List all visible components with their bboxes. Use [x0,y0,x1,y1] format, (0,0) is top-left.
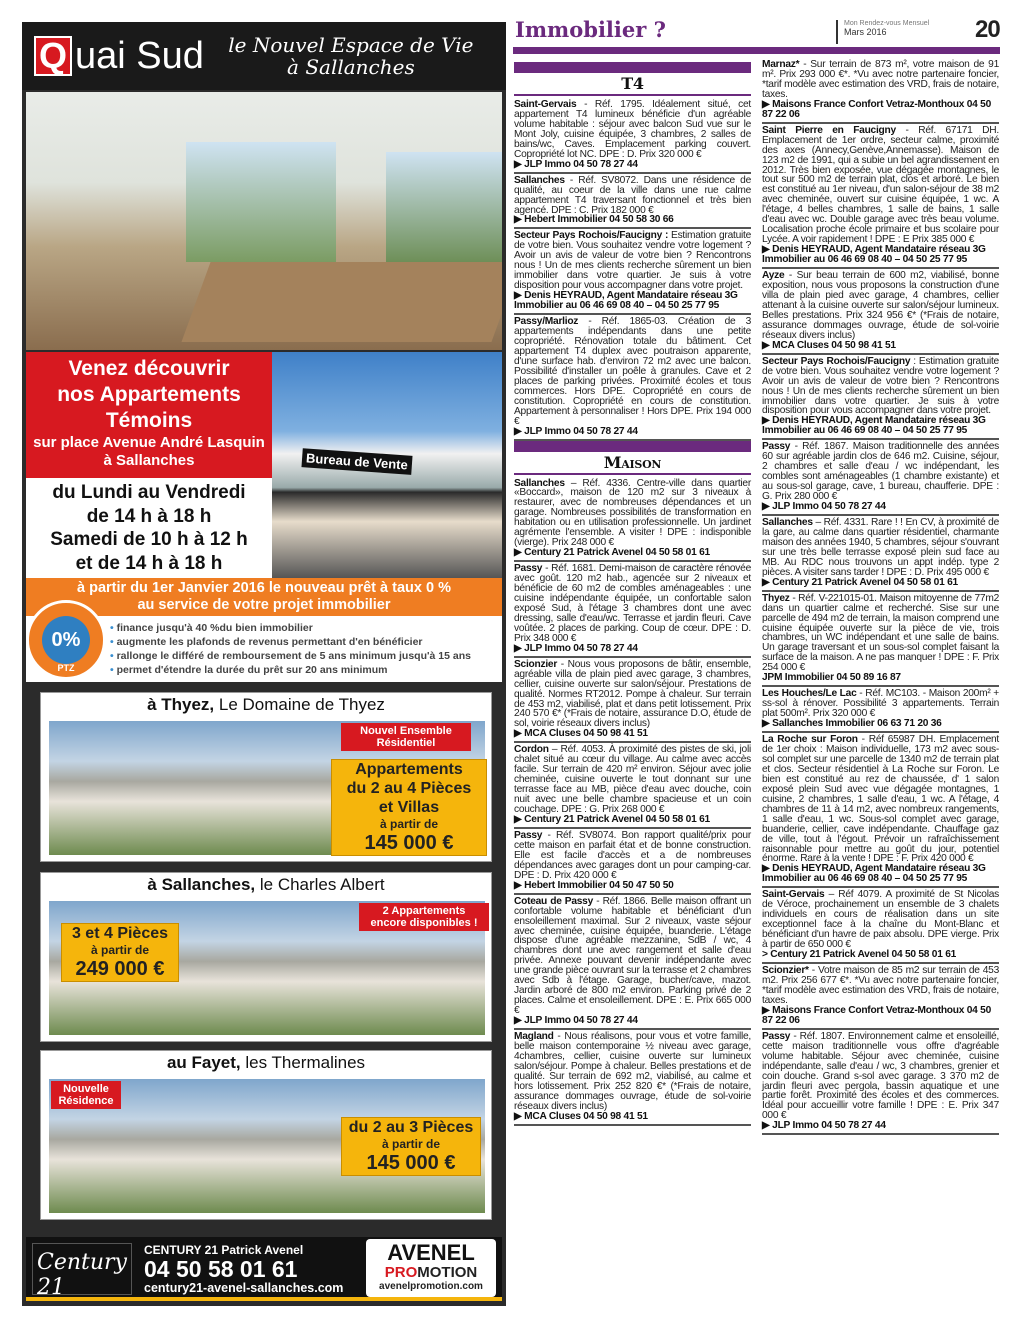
listing-location: Sallanches [762,516,813,528]
arrow-icon: ▶ [514,547,525,559]
listing-agent [514,729,751,739]
arrow-icon: ▶ [514,814,525,825]
avenel-promotion-logo [366,1239,496,1297]
program-title [41,875,491,895]
listings-column-2 [762,60,999,1135]
ad-footer [26,1237,502,1301]
pro-word: PRO [384,1264,418,1281]
listing-description: - Réf. SV8072. Dans une résidence de qualité, au coeur de la ville dans une rue calme appartement T4 traversant fonctionnel et très bien agencé. DPE : C. Prix 182 000 € [514,174,751,216]
listing [514,315,751,440]
agent-contact: JLP Immo 04 50 78 27 44 [772,501,886,513]
listing [762,687,999,733]
listing-agent [762,502,999,512]
listing [514,1030,751,1126]
arrow-icon: ▶ [762,576,773,588]
offer-price: 249 000 € [75,958,165,980]
listing-location: Secteur Pays Rochois/Faucigny [762,355,911,367]
listing-description: - Sur terrain de 873 m², votre maison de 91 m². Prix 293 000 €*. *Vu avec notre partenaire foncier, *tarif modèle avec estimation des VRD, frais de notaire, taxes. [762,59,999,100]
arrow-icon: ▶ [514,425,525,437]
agent-contact: Hebert Immobilier 04 50 47 50 50 [524,879,674,891]
listing-text [762,966,999,1006]
issue-date: Mars 2016 [844,27,887,37]
listing-agent [762,719,999,729]
program-sep: le [255,875,278,894]
listing [762,124,999,269]
agent-contact: Century 21 Patrick Avenel 04 50 58 01 61 [524,547,710,559]
listing-text [514,564,751,644]
listing-text [762,594,999,674]
agent-contact: Century 21 Patrick Avenel 04 50 58 01 61 [770,949,957,961]
agent-contact: Maisons France Confort Vetraz-Monthoux 04 50 87 22 06 [762,98,991,120]
listing [762,440,999,516]
listing-agent [762,1121,999,1131]
offer-price: 145 000 € [366,1152,456,1174]
arrow-icon: ▶ [762,1120,773,1132]
listing-description: - Nous vous proposons de bâtir, ensemble, agréable villa de plain pied avec garage, 3 chambres, cellier, cuisine ouverte sur salon/séjour. Prestations de qualité. Normes RT2012. Pompe à chaleur. Sur terrain de 453 m2, viabilisé, plat et dans petit lotissement. Prix 240 570 €* (*Frais de notaire, assurance D.O, étude de sol, voirie réseaux divers inclus) [514,658,751,730]
ad-tagline [226,34,476,78]
listing-agent [514,548,751,558]
program-place: à Thyez, [147,695,215,714]
ptz-banner [26,578,502,616]
listing [514,895,751,1030]
listing-text [762,1032,999,1122]
arrow-icon: ▶ [514,879,525,891]
arrow-icon: ▶ [514,1110,525,1122]
listing-description: - Réf. 1866. Belle maison offrant un confortable volume habitable et bénéficiant d'un ensoleillement maximal. Sur 2 niveaux, vaste séjour avec cheminée, cuisine équipée, buanderie. L'étage dispose d'une agréable mezzanine, SdB / wc, 4 chambres dont une avec rangement et salle d'eau privée. Annexe pouvant devenir indépendante avec une grande pièce ouvrant sur la terrasse et 2 chambres avec Sdb à l'étage. Garage, bucher/cave, mazot. Jardin arboré de 800 m2 environ. Parking privé de 2 places. Calme et ensoleillement. DPE : E. Prix 665 000 € [514,895,752,1017]
listing-location: Ayze [762,270,785,282]
listing-description: – Réf. 4336. Centre-ville dans quartier «Boccard», maison de 120 m2 sur 3 niveaux à restaurer, avec de nombreuses dépendances et un garage. Nombreuses possibilités de transformation en habitation ou en utilisation professionnelle. Un jardinet agrémente l'ensemble. A visiter ! DPE : indisponible (vierge). Prix 248 000 € [514,477,751,549]
agent-contact: JLP Immo 04 50 78 27 44 [772,1120,886,1132]
program-tag: Nouvel Ensemble Résidentiel [341,723,471,751]
listing-text [762,357,999,417]
listing-description: – Réf. 4053. À proximité des pistes de ski, joli chalet situé au cœur du village. Au calme avec accès facile. Sur terrain de 420 m² environ. Séjour avec jolie cheminée, cuisine ouverte le tout donnant sur une terrasse face au MB, pièce d'eau avec douche, coin nuit avec une belle chambre spacieuse et un coin couchage. DPE : G. Prix 268 000 € [514,744,751,816]
listing-description: - Réf 65987 DH. Emplacement de 1er choix : Maison individuelle, 173 m2 avec sous-sol complet sur une parcelle de 1340 m2 de terrain plat et clos. Secteur résidentiel à La Roche sur Foron. Le bien est constitué au rez de chaussée, d' 1 salon exposé plein Sud avec vue dégagée montagnes, 1 cuisine, 2 chambres, 1 salle d'eau, 1 wc. A l'étage, 4 chambres de 11 à 14 m2, avec nombreux rangements, 1 salle d'eau, 1 wc. Sous-sol complet avec garage, buanderie, cellier, cave indépendante. Chauffage gaz de ville, tout à l'égout. Prévoir un rafraîchissement raisonnable pour mettre au goût du jour, potentiel énorme. Rare à la vente ! DPE : F. Prix 420 000 € [762,734,999,865]
arrow-icon: ▶ [762,244,773,256]
listing [762,516,999,592]
program-offer [341,1117,481,1176]
agent-contact: Sallanches Immobilier 06 63 71 20 36 [772,718,942,730]
listing-location: Thyez [762,592,790,604]
listing-description: - Réf. V-221015-01. Maison mitoyenne de 77m2 dans un quartier calme et recherché. Sise sur une parcelle de 494 m2 de terrain, la maison comprend une cuisine équipée ouverte sur la pièce de vie, trois chambres, un WC indépendant et une salle de bains. Un garage traversant et un sous-sol complet faisant la surface de la maison. A ne pas manquer ! DPE : F. Prix 254 000 € [762,592,999,674]
agent-contact: JLP Immo 04 50 78 27 44 [524,1015,638,1027]
avenel-website[interactable]: avenelpromotion.com [379,1281,483,1292]
listing [762,60,999,124]
ptz-point: • finance jusqu'à 40 %du bien immobilier [110,621,471,635]
listing [514,562,751,658]
tagline-line: à Sallanches [287,55,415,79]
listing [762,964,999,1030]
listing-text [514,897,751,1016]
listing [762,1030,999,1136]
listing [762,355,999,441]
motion-word: MOTION [417,1264,478,1281]
listing-description: : Estimation gratuite de votre bien. Vous souhaitez vendre votre logement ? Avoir un avis de valeur de votre bien ? Rencontrons nous ! Un de mes clients recherche sûrement un bien immobilier dans votre quartier. Je suis à votre disposition pour vous accompagner dans votre projet. [762,355,999,417]
listing-location: Marnaz* [762,59,800,70]
listing-text [762,735,999,864]
listing-location: Passy [514,563,543,575]
section-bar [514,62,751,73]
listing-agent [762,245,999,265]
listing-text [762,126,999,245]
offer-price: 145 000 € [364,832,454,854]
arrow-icon: ▶ [762,339,773,351]
listing [762,269,999,355]
issue-label: Mon Rendez-vous Mensuel [844,20,930,27]
program-title [41,695,491,715]
agent-contact: Denis HEYRAUD, Agent Mandataire réseau 3G Immobilier au 06 46 69 08 40 – 04 50 25 77 95 [762,863,986,885]
listing-description: - Réf. 1807. Environnement calme et ensoleillé, cette maison traditionnelle vous offre d'agréable volume habitable. Séjour avec cheminée, cuisine indépendante, salle d'eau / wc, 3 chambres, grenier et coin douche. Grand s-sol avec garage. 3 370 m2 de jardin fleuri avec pergola, bassin aquatique et une partie forêt. Proximité des écoles et des commerces. Idéal pour accueillir votre famille ! DPE : E. Prix 347 000 € [762,1030,999,1122]
arrow-icon: ▶ [514,728,525,740]
listing-text [514,317,751,426]
listing-text [514,745,751,815]
show-apartment-photo [26,92,502,350]
listing-description: - Sur beau terrain de 600 m2, viabilisé, bonne exposition, nous vous proposons la construction d'une villa de plain pied avec garage, 4 chambres, cellier attenant à la cuisine ouverte sur salon/séjour lumineux. Belles prestations. Prix 324 956 €* (*Frais de notaire, assurance dommages ouvrage, étude de sol-voirie réseaux divers inclus) [762,270,999,341]
listing-location: Passy/Marlioz [514,316,579,328]
arrow-icon: ▶ [762,501,773,513]
listing [514,829,751,895]
opening-hours [26,478,272,578]
offer-line: Appartements [355,761,463,778]
listing-description: - Votre maison de 85 m2 sur terrain de 453 m2. Prix 256 677 €*. *Vu avec notre partenaire foncier, *tarif modèle avec estimation des VRD, frais de notaire, taxes. [762,965,999,1006]
listing-text [762,60,999,100]
listing-text [514,831,751,881]
listing-text [514,1032,751,1112]
listing [514,98,751,174]
listing [762,733,999,888]
ptz-percent: 0% [42,616,90,664]
section-bar [514,441,751,452]
program-sep: Le [214,695,243,714]
listing-description: - Réf. SV8074. Bon rapport qualité/prix pour cette maison en parfait état et de bonne construction. Elle est facile d'accès et a de nombreuses dépendances avec garages dont un pour camping-car. DPE : D. Prix 420 000 € [514,829,751,881]
agent-contact: Maisons France Confort Vetraz-Monthoux 04 50 87 22 06 [762,1004,991,1026]
program-offer [61,923,179,982]
arrow-icon: ▶ [514,1015,525,1027]
century21-logo: Century 21 [32,1243,132,1295]
section-title: Maison [514,452,751,475]
arrow-icon: ▶ [514,158,525,170]
agent-contact: Century 21 Patrick Avenel 04 50 58 01 61 [524,814,710,825]
agency-name: CENTURY 21 Patrick Avenel [144,1243,304,1257]
offer-line: et Villas [378,799,440,816]
tagline-line: le Nouvel Espace de Vie [228,33,474,57]
listing [762,888,999,964]
listing-text [514,100,751,160]
listing-description: – Réf 4079. A proximité de St Nicolas de Véroce, prochainement un ensemble de 3 chalets individuels en cours de réalisation dans un site exceptionnel face à la chaîne du Mont-Blanc et bénéficiant d'un havre de paix absolu. DPE vierge. Prix à partir de 650 000 € [762,889,999,951]
listing-agent [762,416,999,436]
program-place: au Fayet, [166,1053,241,1072]
offer-from: à partir de [381,1137,441,1151]
program-card [40,692,492,862]
listing-text [762,518,999,578]
listing-location: Passy [762,1030,791,1042]
listing-location: Passy [514,829,543,841]
banner-line: au service de votre projet immobilier [137,597,391,613]
listing-agent [514,815,751,825]
listing-agent [762,578,999,588]
listing-agent [514,160,751,170]
agent-contact: Denis HEYRAUD, Agent Mandataire réseau 3G Immobilier au 06 46 69 08 40 – 04 50 25 77 95 [514,290,738,312]
listing-location: Passy [762,441,791,453]
arrow-icon: ▶ [762,415,773,427]
section-heading-t4 [514,62,751,96]
ptz-point: • permet d'étendre la durée du prêt sur 20 ans minimum [110,663,471,677]
offer-from: à partir de [90,943,150,957]
ptz-point: • augmente les plafonds de revenus permettant d'en bénéficier [110,635,471,649]
listing [514,743,751,829]
agency-phone: 04 50 58 01 61 [144,1256,298,1282]
listing-location: Saint-Gervais [514,99,577,110]
program-name: Charles Albert [277,875,385,894]
program-card [40,872,492,1042]
avenel-word: AVENEL [387,1240,475,1265]
listing-agent [762,950,999,960]
listing-location: Les Houches/Le Lac [762,688,857,700]
listing-agent [514,215,751,225]
arrow-icon: ▶ [762,718,773,730]
ptz-label: PTZ [57,663,75,673]
program-place: à Sallanches, [147,875,256,894]
listing-agent [762,341,999,351]
listing-location: Scionzier* [762,965,809,977]
sales-office-photo [272,352,502,578]
hours-line: de 14 h à 18 h [86,505,212,527]
listing-text [762,442,999,502]
arrow-icon: > [762,949,771,961]
listing-location: Sallanches [514,174,565,186]
ad-header [22,22,506,90]
invite-address: sur place Avenue André Lasquin [33,434,265,451]
listing-agent [514,1112,751,1122]
show-apartment-invite [26,352,272,478]
listing-agent [762,673,999,683]
logo-text: uai Sud [75,34,204,77]
hours-line: Samedi de 10 h à 12 h [50,529,248,550]
listing-location: Saint Pierre en Faucigny [762,124,896,136]
arrow-icon: ▶ [762,863,773,875]
issue-info [836,20,929,44]
listing [762,592,999,688]
arrow-icon: ▶ [514,290,525,302]
agent-contact: JLP Immo 04 50 78 27 44 [524,158,638,170]
agent-contact: JLP Immo 04 50 78 27 44 [524,642,638,654]
listing-location: Cordon [514,744,549,756]
listing-location: La Roche sur Foron [762,734,858,746]
ptz-point: • rallonge le différé de remboursement de 5 ans minimum jusqu'à 15 ans [110,649,471,663]
listing-text [514,176,751,216]
invite-line: Venez découvrir [68,357,230,380]
program-tag: Nouvelle Résidence [51,1081,121,1109]
listing-description: - Réf. 1867. Maison traditionnelle des années 60 sur agréable jardin clos de 646 m2. Cuisine, séjour, 2 chambres et salle d'eau / wc indépendant, les combles sont aménageables (1 chambre existante) et au sous-sol garage, cave, 1 bureau, chaufferie. DPE : G. Prix 280 000 € [762,441,999,503]
listing-text [762,689,999,719]
listing-text [514,231,751,291]
page-title: Immobilier ? [515,17,666,42]
listing-agent [762,100,999,120]
quai-sud-advertisement [22,22,506,1306]
agent-contact: JPM Immobilier 04 50 89 16 87 [762,672,901,684]
section-title: T4 [514,73,751,96]
ptz-badge-icon [26,600,106,680]
program-title [41,1053,491,1073]
listing-agent [514,1016,751,1026]
listing-description: - Nous réalisons, pour vous et votre famille, belle maison contemporaine ½ niveau avec garage, 4chambres, cellier, cuisine ouverte sur lumineux salon/séjour. Pompe à chaleur. Belles prestations et de qualité. Sur terrain de 692 m2, viabilisé, au calme et hors lotissement. Prix 252 820 €* (*Frais de notaire, assurance dommages ouvrage, étude de sol-voirie réseaux divers inclus) [514,1031,751,1112]
listing-text [762,890,999,950]
listing-description: – Réf. 4331. Rare ! ! En CV, à proximité de la gare, au calme dans quartier résidentiel, charmante maison des années 1940, 5 chambres, séjour s'ouvrant sur une très belle terrasse exposé plein sud face au MB. Au RDC nous trouvons un appt indép. type 2 pièces. A visiter sans tarder ! DPE : D. Prix 495 000 € [762,516,999,578]
offer-from: à partir de [379,817,439,831]
agent-contact: JLP Immo 04 50 78 27 44 [524,425,638,437]
invite-line: nos Appartements [57,383,241,406]
listing-location: Sallanches [514,477,565,489]
invite-address: à Sallanches [103,452,195,469]
hours-line: du Lundi au Vendredi [52,482,246,503]
offer-line: du 2 au 3 Pièces [348,1119,474,1136]
listing-location: Secteur Pays Rochois/Faucigny : [514,230,669,242]
listing-description: - Réf. 1681. Demi-maison de caractère rénovée avec goût. 120 m2 hab., agencée sur 2 niveaux et bénéficie de 60 m2 de combles aménageables : une cuisine indépendante équipée, un confortable salon exposé Sud, à l'étage 3 chambres dont une avec dressing, salle d'eau/wc. Terrasse et jardin fleuri. Cave voûtée. 2 places de parking. Coup de cœur. DPE : D. Prix 348 000 € [514,563,751,644]
listing-description: - Réf. 1865-03. Création de 3 appartements indépendants dans une petite copropriété. Rénovation totale du bâtiment. Cet appartement T4 duplex avec poutraison apparente, d'une surface hab. d'environ 72 m2 avec une balcon. Possibilité d'installer un poêle à granules. Cave et 2 places de parking privées. Proximité écoles et tous commerces. Hors DPE. Copropriété en cours de constitution. Copropriété en cours de constitution. Appartement à personnaliser ! Hors DPE. Prix 194 000 € [514,316,751,427]
listing-description: - Réf. 67171 DH. Emplacement de 1er ordre, secteur calme, proximité des axes (Annecy,Genève,Annemasse). Maison de 123 m2 de 1991, qui a subie un bel agrandissement en 2012. Très bien exposée, vue dégagée montagnes, le tout sur 500 m2 de terrain plat, clos et arboré. Le bien est constitué au 1er niveau, d'un salon-séjour de 38 m2 avec cheminée, ouvert sur cuisine équipée, 1 wc. A l'étage, 4 belles chambres, 1 salle de bains, 1 salle d'eau avec wc. Double garage avec très beau volume. Localisation proche école primaire et bus scolaire pour Lycée. A voir rapidement ! DPE : E Prix 385 000 € [762,124,999,246]
listing-text [514,660,751,730]
listing-location: Saint-Gervais [762,889,825,901]
banner-line: à partir du 1er Janvier 2016 le nouveau prêt à taux 0 % [77,580,451,596]
listing-text [514,479,751,549]
logo-q: Q [34,36,72,76]
listing-agent [762,864,999,884]
program-card [40,1050,492,1220]
listing-location: Coteau de Passy [514,895,594,907]
page-number: 20 [975,16,1000,43]
listings-column-1 [514,62,751,1126]
title-rule [513,47,1000,54]
agent-contact: Century 21 Patrick Avenel 04 50 58 01 61 [772,576,958,588]
listing-text [762,271,999,341]
listing-agent [762,1006,999,1026]
listing-agent [514,881,751,891]
program-sep: les [240,1053,272,1072]
listing-description: - Réf. 1795. Idéalement situé, cet appartement T4 lumineux bénéficie d'un agréable volume habitable : séjour avec balcon Sud vue sur le Mont Joly, cuisine équipée, 3 chambres, 2 salles de bains/wc, Caves. Emplacement parking couvert. Copropriété lot NC. DPE : D. Prix 320 000 € [514,99,751,160]
agent-contact: MCA Cluses 04 50 98 41 51 [524,1110,648,1122]
listing [514,658,751,744]
agent-contact: Denis HEYRAUD, Agent Mandataire réseau 3G Immobilier au 06 46 69 08 40 – 04 50 25 77 95 [762,244,986,266]
agent-contact: MCA Cluses 04 50 98 41 51 [772,339,896,351]
agent-contact: MCA Cluses 04 50 98 41 51 [524,728,648,740]
quai-sud-logo [34,35,204,78]
listing-agent [514,644,751,654]
invite-line: Témoins [105,409,193,432]
program-name: Thermalines [271,1053,366,1072]
agent-contact: Denis HEYRAUD, Agent Mandataire réseau 3G Immobilier au 06 46 69 08 40 – 04 50 25 77 95 [762,415,986,437]
listing-agent [514,291,751,311]
program-tag: 2 Appartements encore disponibles ! [359,903,489,931]
listing-location: Magland [514,1031,554,1043]
listing-location: Scionzier [514,658,558,670]
agency-website[interactable]: century21-avenel-sallanches.com [144,1281,344,1295]
agent-contact: Hebert Immobilier 04 50 58 30 66 [524,214,674,226]
listing [514,174,751,230]
arrow-icon: ▶ [762,1004,773,1016]
arrow-icon: ▶ [762,98,773,110]
section-heading-maison [514,441,751,475]
listing-agent [514,427,751,437]
program-offer [331,759,487,856]
listing [514,229,751,315]
listing [514,477,751,563]
listing-description: Estimation gratuite de votre bien. Vous souhaitez vendre votre logement ? Avoir un avis de valeur de votre bien ? Rencontrons nous ! Un de mes clients recherche sûrement un bien immobilier dans votre quartier. Je suis à votre disposition pour vous accompagner dans votre projet. [514,230,751,292]
sales-office-sign: Bureau de Vente [301,448,412,475]
listing-description: - Réf. MC103. - Maison 200m² + ss-sol à rénover. Possibilité 3 appartements. Terrain plat 500m². Prix 320 000 € [762,688,999,720]
offer-line: 3 et 4 Pièces [71,925,169,942]
arrow-icon: ▶ [514,214,525,226]
offer-line: du 2 au 4 Pièces [346,780,472,797]
program-name: Domaine de Thyez [242,695,385,714]
hours-line: et de 14 h à 18 h [75,552,223,574]
arrow-icon: ▶ [514,642,525,654]
